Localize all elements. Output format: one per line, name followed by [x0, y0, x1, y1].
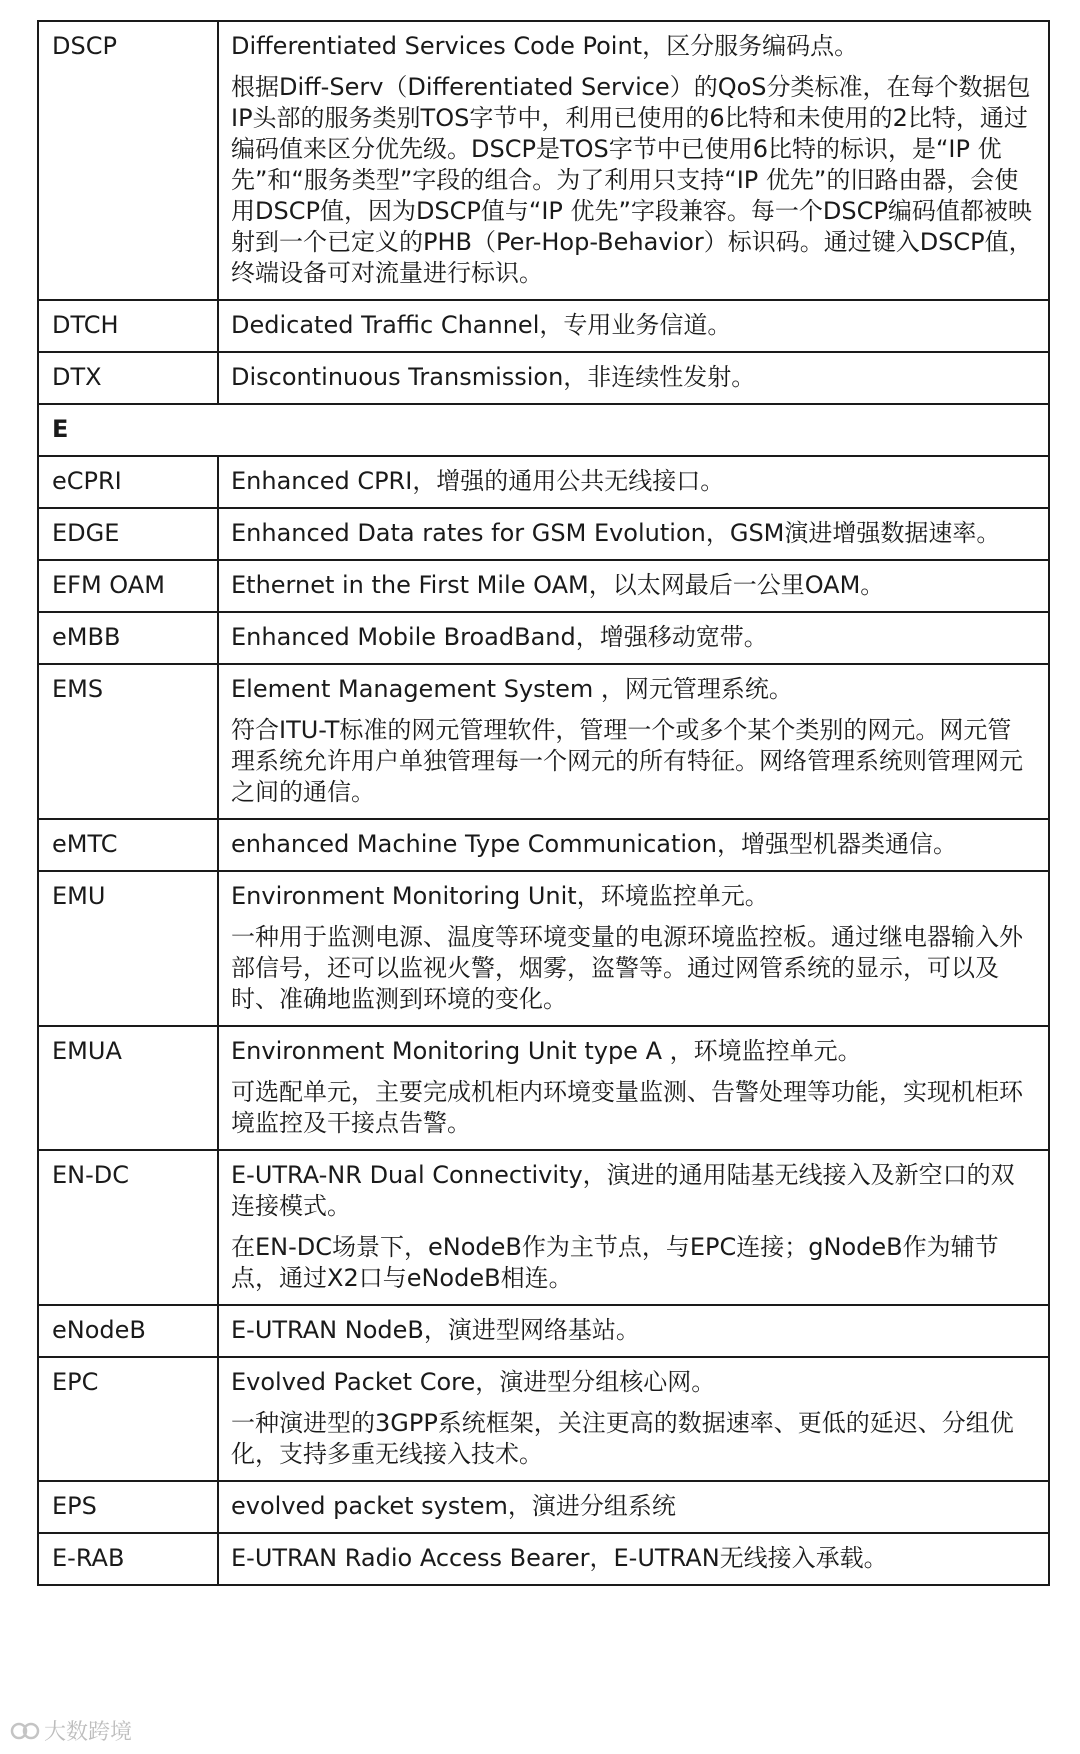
term-cell: DTCH: [38, 300, 218, 352]
table-row: [38, 21, 1049, 300]
definition-text: enhanced Machine Type Communication，增强型机器类通信。: [231, 830, 957, 858]
table-row: [38, 1026, 1049, 1150]
definition-detail: 一种演进型的3GPP系统框架，关注更高的数据速率、更低的延迟、分组优化，支持多重无线接入技术。: [231, 1409, 1014, 1468]
definition-cell: [218, 664, 1049, 819]
term-cell: eCPRI: [38, 456, 218, 508]
term-cell: eMBB: [38, 612, 218, 664]
definition-text: E-UTRAN Radio Access Bearer，E-UTRAN无线接入承载。: [231, 1544, 888, 1572]
table-row: [38, 560, 1049, 612]
table-row: [38, 1533, 1049, 1585]
watermark-text: 大数跨境: [44, 1720, 133, 1745]
definition-cell: [218, 300, 1049, 352]
definition-cell: [218, 456, 1049, 508]
definition-text: Ethernet in the First Mile OAM，以太网最后一公里OAM。: [231, 571, 885, 599]
term-cell: E-RAB: [38, 1533, 218, 1585]
table-row: [38, 1481, 1049, 1533]
definition-text: E-UTRA-NR Dual Connectivity，演进的通用陆基无线接入及新空口的双连接模式。: [231, 1161, 1015, 1220]
definition-text: E-UTRAN NodeB，演进型网络基站。: [231, 1316, 640, 1344]
definition-cell: [218, 1357, 1049, 1481]
definition-text: Dedicated Traffic Channel，专用业务信道。: [231, 311, 732, 339]
watermark-logo-icon: [10, 1718, 40, 1744]
definition-cell: [218, 508, 1049, 560]
term-cell: EPC: [38, 1357, 218, 1481]
definition-cell: [218, 1026, 1049, 1150]
definition-text: Enhanced CPRI，增强的通用公共无线接口。: [231, 467, 725, 495]
definition-cell: [218, 1481, 1049, 1533]
section-letter: E: [38, 404, 1049, 456]
definition-text: Environment Monitoring Unit type A ，环境监控单元。: [231, 1037, 862, 1065]
term-cell: DSCP: [38, 21, 218, 300]
table-row: [38, 300, 1049, 352]
table-row: [38, 456, 1049, 508]
term-cell: EMUA: [38, 1026, 218, 1150]
term-cell: EMU: [38, 871, 218, 1026]
definition-cell: [218, 1533, 1049, 1585]
term-cell: eMTC: [38, 819, 218, 871]
watermark: [10, 1715, 132, 1746]
definition-text: Differentiated Services Code Point，区分服务编码点。: [231, 32, 859, 60]
definition-cell: [218, 560, 1049, 612]
definition-cell: [218, 871, 1049, 1026]
definition-text: Evolved Packet Core，演进型分组核心网。: [231, 1368, 716, 1396]
term-cell: EMS: [38, 664, 218, 819]
definition-detail: 可选配单元，主要完成机柜内环境变量监测、告警处理等功能，实现机柜环境监控及干接点告警。: [231, 1078, 1023, 1137]
definition-text: Element Management System ，网元管理系统。: [231, 675, 793, 703]
definition-text: Enhanced Mobile BroadBand，增强移动宽带。: [231, 623, 768, 651]
table-row: [38, 819, 1049, 871]
definition-detail: 符合ITU-T标准的网元管理软件，管理一个或多个某个类别的网元。网元管理系统允许用户单独管理每一个网元的所有特征。网络管理系统则管理网元之间的通信。: [231, 716, 1023, 806]
definition-cell: [218, 352, 1049, 404]
definition-detail: 在EN-DC场景下，eNodeB作为主节点，与EPC连接；gNodeB作为辅节点，通过X2口与eNodeB相连。: [231, 1233, 999, 1292]
table-row: [38, 1150, 1049, 1305]
table-row: [38, 352, 1049, 404]
definition-text: evolved packet system，演进分组系统: [231, 1492, 676, 1520]
table-row: [38, 1305, 1049, 1357]
definition-cell: [218, 819, 1049, 871]
definition-cell: [218, 612, 1049, 664]
table-row: [38, 1357, 1049, 1481]
section-header-row: [38, 404, 1049, 456]
glossary-table: [37, 20, 1050, 1586]
term-cell: eNodeB: [38, 1305, 218, 1357]
definition-cell: [218, 21, 1049, 300]
term-cell: EPS: [38, 1481, 218, 1533]
definition-cell: [218, 1150, 1049, 1305]
term-cell: DTX: [38, 352, 218, 404]
definition-text: Environment Monitoring Unit，环境监控单元。: [231, 882, 769, 910]
term-cell: EFM OAM: [38, 560, 218, 612]
table-row: [38, 508, 1049, 560]
table-row: [38, 664, 1049, 819]
table-row: [38, 612, 1049, 664]
definition-detail: 根据Diff-Serv（Differentiated Service）的QoS分类标准，在每个数据包IP头部的服务类别TOS字节中，利用已使用的6比特和未使用的2比特，通过编码值来区分优先级。DSCP是TOS字节中已使用6比特的标识，是“IP 优先”和“服务类型”字段的组合。为了利用只支持“IP 优先”的旧路由器，会使用DSCP值，因为DSCP值与“IP 优先”字段兼容。每一个DSCP编码值都被映射到一个已定义的PHB（Per-Hop-Behavior）标识码。通过键入DSCP值，终端设备可对流量进行标识。: [231, 73, 1033, 287]
term-cell: EN-DC: [38, 1150, 218, 1305]
definition-detail: 一种用于监测电源、温度等环境变量的电源环境监控板。通过继电器输入外部信号，还可以监视火警，烟雾，盗警等。通过网管系统的显示，可以及时、准确地监测到环境的变化。: [231, 923, 1023, 1013]
definition-text: Discontinuous Transmission，非连续性发射。: [231, 363, 756, 391]
definition-text: Enhanced Data rates for GSM Evolution，GSM演进增强数据速率。: [231, 519, 1001, 547]
definition-cell: [218, 1305, 1049, 1357]
table-row: [38, 871, 1049, 1026]
term-cell: EDGE: [38, 508, 218, 560]
